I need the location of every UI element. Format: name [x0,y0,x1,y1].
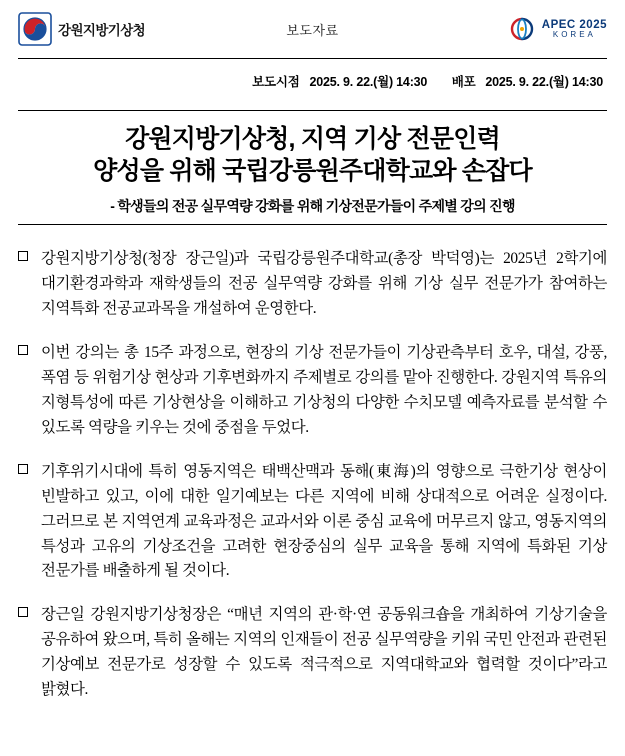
body-paragraph [18,603,607,703]
paragraph-text: 장근일 강원지방기상청장은 “매년 지역의 관·학·연 공동워크숍을 개최하여 기상기술을 공유하여 왔으며, 특히 올해는 지역의 인재들이 전공 실무역량을 키워 국민 안전과 관련된 기상예보 전문가로 성장할 수 있도록 적극적으로 지역대학교와 협력할 것이다”라고 밝혔다. [41,606,607,699]
paragraph-text: 강원지방기상청(청장 장근일)과 국립강릉원주대학교(총장 박덕영)는 2025년 2학기에 대기환경과학과 재학생들의 전공 실무역량 강화를 위해 기상 실무 전문가가 참여하는 지역특화 전공교과목을 개설하여 운영한다. [41,250,607,317]
document-body [18,247,607,703]
page-subtitle: - 학생들의 전공 실무역량 강화를 위해 기상전문가들이 주제별 강의 진행 [110,198,515,214]
square-bullet-icon [18,603,41,619]
square-bullet-icon [18,460,41,476]
release-time-label: 보도시점 [252,75,300,89]
document-type-label: 보도자료 [286,22,339,38]
square-bullet-icon [18,341,41,357]
body-paragraph [18,341,607,441]
title-block [18,110,607,225]
distribute-value: 2025. 9. 22.(월) 14:30 [485,75,603,89]
paragraph-text: 이번 강의는 총 15주 과정으로, 현장의 기상 전문가들이 기상관측부터 호우, 대설, 강풍, 폭염 등 위험기상 현상과 기후변화까지 주제별로 강의를 맡아 진행한다. 강원지역 특유의 지형특성에 따른 기상현상을 이해하고 기상청의 다양한 수치모델 예측자료를 분석할 수 있도록 역량을 키우는 것에 중점을 두었다. [41,343,607,436]
release-meta-row [18,72,607,90]
distribute-label: 배포 [451,75,476,89]
paragraph-text: 기후위기시대에 특히 영동지역은 태백산맥과 동해(東海)의 영향으로 극한기상 현상이 빈발하고 있고, 이에 대한 일기예보는 다른 지역에 비해 상대적으로 어려운 실정이다. 그러므로 본 지역연계 교육과정은 교과서와 이론 중심 교육에 머무르지 않고, 영동지역의 특성과 고유의 기상조건을 고려한 현장중심의 실무 교육을 통해 지역에 특화된 기상 전문가를 배출하게 될 것이다. [41,462,607,580]
apec-2025-korea-logo-icon [507,16,537,42]
apec-logo-text [542,19,607,39]
organization-name: 강원지방기상청 [58,23,146,38]
document-header [18,0,607,58]
page-title-line-1: 강원지방기상청, 지역 기상 전문인력 [125,125,500,153]
release-time-value: 2025. 9. 22.(월) 14:30 [309,75,428,89]
header-divider [18,58,607,59]
body-paragraph [18,460,607,585]
apec-logo [507,16,607,42]
page-title-line-2: 양성을 위해 국립강릉원주대학교와 손잡다 [93,157,532,185]
apec-logo-line1: APEC 2025 [541,18,607,31]
body-paragraph [18,247,607,322]
apec-logo-line2: KOREA [552,29,596,39]
square-bullet-icon [18,247,41,263]
